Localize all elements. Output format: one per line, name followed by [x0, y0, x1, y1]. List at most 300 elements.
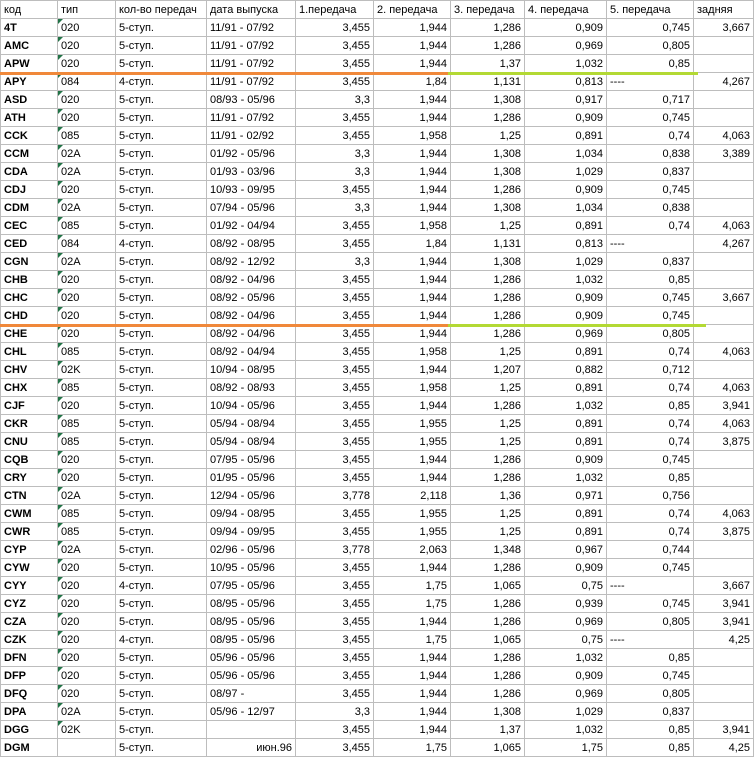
cell-gear-1[interactable]: 3,455 [296, 721, 374, 739]
cell-reverse[interactable] [694, 703, 754, 721]
cell-gear-2[interactable]: 1,84 [374, 73, 451, 91]
cell-gear-4[interactable]: 0,813 [525, 235, 607, 253]
cell-gear-2[interactable]: 1,944 [374, 109, 451, 127]
cell-gear-5[interactable]: ---- [607, 235, 694, 253]
cell-gear-2[interactable]: 1,944 [374, 613, 451, 631]
cell-gear-4[interactable]: 0,909 [525, 19, 607, 37]
cell-gear-3[interactable]: 1,25 [451, 433, 525, 451]
cell-gear-2[interactable]: 1,955 [374, 415, 451, 433]
cell-gear-count[interactable]: 5-ступ. [116, 307, 207, 325]
cell-reverse[interactable] [694, 649, 754, 667]
cell-release-date[interactable]: 05/94 - 08/94 [207, 433, 296, 451]
cell-gear-count[interactable]: 5-ступ. [116, 523, 207, 541]
cell-gear-4[interactable]: 0,909 [525, 451, 607, 469]
cell-gear-5[interactable]: 0,745 [607, 19, 694, 37]
cell-gear-5[interactable]: 0,745 [607, 451, 694, 469]
cell-type[interactable]: 020 [58, 109, 116, 127]
cell-code[interactable]: DGM [1, 739, 58, 757]
cell-reverse[interactable] [694, 199, 754, 217]
cell-gear-1[interactable]: 3,3 [296, 199, 374, 217]
cell-release-date[interactable]: 10/94 - 08/95 [207, 361, 296, 379]
cell-gear-1[interactable]: 3,3 [296, 145, 374, 163]
cell-code[interactable]: CWR [1, 523, 58, 541]
cell-release-date[interactable]: 08/95 - 05/96 [207, 631, 296, 649]
cell-reverse[interactable]: 3,875 [694, 523, 754, 541]
cell-code[interactable]: DFQ [1, 685, 58, 703]
cell-type[interactable]: 02A [58, 163, 116, 181]
cell-gear-3[interactable]: 1,25 [451, 127, 525, 145]
cell-gear-1[interactable]: 3,455 [296, 235, 374, 253]
cell-code[interactable]: CHX [1, 379, 58, 397]
cell-code[interactable]: CTN [1, 487, 58, 505]
cell-gear-1[interactable]: 3,455 [296, 505, 374, 523]
cell-type[interactable]: 02A [58, 541, 116, 559]
cell-code[interactable]: CWM [1, 505, 58, 523]
cell-release-date[interactable]: 10/94 - 05/96 [207, 397, 296, 415]
cell-reverse[interactable] [694, 37, 754, 55]
cell-gear-1[interactable]: 3,455 [296, 451, 374, 469]
cell-type[interactable]: 020 [58, 559, 116, 577]
cell-gear-4[interactable]: 0,971 [525, 487, 607, 505]
cell-gear-5[interactable]: 0,85 [607, 469, 694, 487]
cell-gear-count[interactable]: 5-ступ. [116, 487, 207, 505]
cell-release-date[interactable]: 01/92 - 05/96 [207, 145, 296, 163]
cell-gear-2[interactable]: 1,944 [374, 19, 451, 37]
cell-reverse[interactable]: 3,941 [694, 595, 754, 613]
cell-code[interactable]: CYZ [1, 595, 58, 613]
cell-gear-1[interactable]: 3,455 [296, 739, 374, 757]
cell-reverse[interactable]: 4,063 [694, 379, 754, 397]
cell-gear-4[interactable]: 0,891 [525, 415, 607, 433]
cell-gear-4[interactable]: 1,029 [525, 163, 607, 181]
cell-reverse[interactable] [694, 163, 754, 181]
cell-code[interactable]: ASD [1, 91, 58, 109]
cell-reverse[interactable]: 4,063 [694, 415, 754, 433]
cell-gear-1[interactable]: 3,455 [296, 19, 374, 37]
cell-type[interactable]: 020 [58, 19, 116, 37]
cell-reverse[interactable]: 3,667 [694, 289, 754, 307]
cell-reverse[interactable]: 3,941 [694, 721, 754, 739]
cell-gear-4[interactable]: 0,909 [525, 289, 607, 307]
cell-reverse[interactable] [694, 271, 754, 289]
cell-gear-1[interactable]: 3,455 [296, 649, 374, 667]
cell-gear-count[interactable]: 4-ступ. [116, 235, 207, 253]
cell-type[interactable]: 020 [58, 271, 116, 289]
cell-type[interactable]: 02A [58, 487, 116, 505]
cell-gear-4[interactable]: 1,034 [525, 199, 607, 217]
cell-code[interactable]: AMC [1, 37, 58, 55]
cell-gear-3[interactable]: 1,308 [451, 91, 525, 109]
cell-type[interactable]: 085 [58, 379, 116, 397]
cell-gear-count[interactable]: 5-ступ. [116, 109, 207, 127]
cell-gear-5[interactable]: 0,85 [607, 397, 694, 415]
cell-release-date[interactable]: 11/91 - 07/92 [207, 73, 296, 91]
cell-gear-2[interactable]: 1,944 [374, 649, 451, 667]
header-gear-1[interactable]: 1.передача [296, 1, 374, 19]
cell-gear-4[interactable]: 0,891 [525, 433, 607, 451]
cell-reverse[interactable]: 3,941 [694, 397, 754, 415]
cell-gear-5[interactable]: 0,74 [607, 433, 694, 451]
cell-gear-4[interactable]: 1,034 [525, 145, 607, 163]
cell-gear-4[interactable]: 0,75 [525, 577, 607, 595]
cell-type[interactable]: 020 [58, 91, 116, 109]
cell-release-date[interactable]: июн.96 [207, 739, 296, 757]
header-code[interactable]: код [1, 1, 58, 19]
cell-code[interactable]: CNU [1, 433, 58, 451]
cell-gear-1[interactable]: 3,3 [296, 91, 374, 109]
cell-type[interactable]: 020 [58, 451, 116, 469]
cell-gear-2[interactable]: 1,944 [374, 469, 451, 487]
cell-gear-2[interactable]: 1,944 [374, 307, 451, 325]
cell-gear-2[interactable]: 1,944 [374, 163, 451, 181]
cell-gear-5[interactable]: 0,74 [607, 127, 694, 145]
cell-gear-4[interactable]: 0,891 [525, 343, 607, 361]
cell-gear-3[interactable]: 1,286 [451, 19, 525, 37]
cell-gear-5[interactable]: 0,745 [607, 289, 694, 307]
cell-gear-4[interactable]: 1,032 [525, 469, 607, 487]
cell-gear-4[interactable]: 1,032 [525, 397, 607, 415]
cell-reverse[interactable] [694, 685, 754, 703]
cell-reverse[interactable] [694, 487, 754, 505]
cell-gear-2[interactable]: 1,944 [374, 361, 451, 379]
cell-gear-count[interactable]: 4-ступ. [116, 73, 207, 91]
cell-gear-2[interactable]: 1,944 [374, 685, 451, 703]
cell-reverse[interactable] [694, 181, 754, 199]
cell-release-date[interactable]: 08/92 - 04/96 [207, 325, 296, 343]
cell-gear-count[interactable]: 5-ступ. [116, 361, 207, 379]
cell-gear-4[interactable]: 0,882 [525, 361, 607, 379]
cell-gear-3[interactable]: 1,286 [451, 469, 525, 487]
cell-gear-2[interactable]: 2,118 [374, 487, 451, 505]
cell-gear-1[interactable]: 3,455 [296, 271, 374, 289]
cell-gear-1[interactable]: 3,778 [296, 487, 374, 505]
header-gear-4[interactable]: 4. передача [525, 1, 607, 19]
cell-gear-3[interactable]: 1,065 [451, 577, 525, 595]
cell-code[interactable]: CHD [1, 307, 58, 325]
cell-gear-2[interactable]: 1,944 [374, 181, 451, 199]
cell-gear-2[interactable]: 1,958 [374, 379, 451, 397]
cell-gear-1[interactable]: 3,455 [296, 379, 374, 397]
cell-gear-count[interactable]: 5-ступ. [116, 703, 207, 721]
cell-gear-3[interactable]: 1,065 [451, 739, 525, 757]
cell-code[interactable]: CYY [1, 577, 58, 595]
cell-gear-1[interactable]: 3,455 [296, 361, 374, 379]
cell-type[interactable]: 020 [58, 577, 116, 595]
cell-release-date[interactable]: 08/92 - 08/95 [207, 235, 296, 253]
cell-gear-4[interactable]: 1,029 [525, 253, 607, 271]
cell-reverse[interactable]: 4,267 [694, 235, 754, 253]
header-gear-count[interactable]: кол-во передач [116, 1, 207, 19]
cell-gear-5[interactable]: 0,745 [607, 307, 694, 325]
cell-gear-3[interactable]: 1,207 [451, 361, 525, 379]
cell-gear-1[interactable]: 3,455 [296, 325, 374, 343]
cell-gear-1[interactable]: 3,778 [296, 541, 374, 559]
cell-gear-4[interactable]: 0,891 [525, 127, 607, 145]
cell-gear-count[interactable]: 5-ступ. [116, 451, 207, 469]
cell-gear-4[interactable]: 1,029 [525, 703, 607, 721]
cell-code[interactable]: CJF [1, 397, 58, 415]
cell-gear-2[interactable]: 1,958 [374, 217, 451, 235]
cell-type[interactable]: 020 [58, 649, 116, 667]
cell-gear-5[interactable]: 0,85 [607, 739, 694, 757]
cell-gear-4[interactable]: 0,891 [525, 217, 607, 235]
cell-type[interactable]: 020 [58, 181, 116, 199]
cell-gear-4[interactable]: 0,909 [525, 109, 607, 127]
cell-code[interactable]: DGG [1, 721, 58, 739]
cell-release-date[interactable]: 01/92 - 04/94 [207, 217, 296, 235]
cell-reverse[interactable]: 4,063 [694, 127, 754, 145]
cell-gear-1[interactable]: 3,455 [296, 577, 374, 595]
cell-code[interactable]: CHE [1, 325, 58, 343]
cell-type[interactable]: 02A [58, 253, 116, 271]
cell-gear-1[interactable]: 3,455 [296, 217, 374, 235]
cell-type[interactable]: 020 [58, 469, 116, 487]
cell-gear-count[interactable]: 5-ступ. [116, 145, 207, 163]
cell-gear-3[interactable]: 1,286 [451, 685, 525, 703]
cell-code[interactable]: CKR [1, 415, 58, 433]
cell-gear-3[interactable]: 1,286 [451, 271, 525, 289]
cell-code[interactable]: 4T [1, 19, 58, 37]
cell-gear-4[interactable]: 1,032 [525, 649, 607, 667]
cell-release-date[interactable]: 08/95 - 05/96 [207, 613, 296, 631]
cell-gear-5[interactable]: 0,837 [607, 253, 694, 271]
cell-gear-1[interactable]: 3,455 [296, 469, 374, 487]
cell-release-date[interactable]: 10/93 - 09/95 [207, 181, 296, 199]
cell-gear-5[interactable]: 0,805 [607, 37, 694, 55]
cell-code[interactable]: CCM [1, 145, 58, 163]
cell-gear-3[interactable]: 1,286 [451, 559, 525, 577]
cell-code[interactable]: CCK [1, 127, 58, 145]
cell-gear-5[interactable]: 0,717 [607, 91, 694, 109]
cell-type[interactable]: 020 [58, 685, 116, 703]
cell-reverse[interactable]: 4,063 [694, 343, 754, 361]
cell-release-date[interactable]: 07/94 - 05/96 [207, 199, 296, 217]
header-release-date[interactable]: дата выпуска [207, 1, 296, 19]
cell-type[interactable]: 085 [58, 343, 116, 361]
cell-release-date[interactable]: 07/95 - 05/96 [207, 577, 296, 595]
cell-release-date[interactable]: 05/96 - 05/96 [207, 667, 296, 685]
cell-gear-5[interactable]: 0,712 [607, 361, 694, 379]
cell-code[interactable]: DPA [1, 703, 58, 721]
cell-code[interactable]: CHC [1, 289, 58, 307]
cell-gear-1[interactable]: 3,455 [296, 109, 374, 127]
cell-gear-5[interactable]: 0,74 [607, 217, 694, 235]
cell-gear-5[interactable]: 0,745 [607, 667, 694, 685]
cell-gear-3[interactable]: 1,131 [451, 235, 525, 253]
cell-gear-1[interactable]: 3,455 [296, 559, 374, 577]
cell-gear-1[interactable]: 3,455 [296, 307, 374, 325]
cell-reverse[interactable]: 3,389 [694, 145, 754, 163]
cell-gear-1[interactable]: 3,455 [296, 343, 374, 361]
cell-code[interactable]: APW [1, 55, 58, 73]
cell-gear-3[interactable]: 1,286 [451, 37, 525, 55]
cell-gear-2[interactable]: 1,944 [374, 451, 451, 469]
cell-gear-2[interactable]: 1,944 [374, 271, 451, 289]
cell-gear-count[interactable]: 5-ступ. [116, 127, 207, 145]
cell-gear-2[interactable]: 1,944 [374, 289, 451, 307]
cell-gear-5[interactable]: 0,838 [607, 199, 694, 217]
cell-type[interactable]: 085 [58, 217, 116, 235]
cell-reverse[interactable] [694, 91, 754, 109]
cell-gear-1[interactable]: 3,455 [296, 397, 374, 415]
cell-gear-count[interactable]: 5-ступ. [116, 415, 207, 433]
cell-reverse[interactable]: 4,063 [694, 505, 754, 523]
cell-gear-5[interactable]: 0,756 [607, 487, 694, 505]
cell-gear-2[interactable]: 1,944 [374, 721, 451, 739]
cell-reverse[interactable] [694, 667, 754, 685]
cell-gear-count[interactable]: 5-ступ. [116, 505, 207, 523]
cell-gear-5[interactable]: ---- [607, 577, 694, 595]
cell-reverse[interactable] [694, 307, 754, 325]
cell-reverse[interactable] [694, 325, 754, 343]
cell-gear-5[interactable]: 0,74 [607, 343, 694, 361]
cell-gear-2[interactable]: 1,75 [374, 739, 451, 757]
cell-gear-1[interactable]: 3,455 [296, 55, 374, 73]
cell-release-date[interactable]: 02/96 - 05/96 [207, 541, 296, 559]
cell-gear-4[interactable]: 0,917 [525, 91, 607, 109]
cell-release-date[interactable]: 08/97 - [207, 685, 296, 703]
cell-gear-3[interactable]: 1,286 [451, 325, 525, 343]
cell-gear-5[interactable]: 0,837 [607, 163, 694, 181]
cell-gear-4[interactable]: 0,969 [525, 37, 607, 55]
cell-gear-4[interactable]: 0,909 [525, 559, 607, 577]
cell-gear-5[interactable]: 0,85 [607, 271, 694, 289]
cell-gear-count[interactable]: 5-ступ. [116, 289, 207, 307]
header-type[interactable]: тип [58, 1, 116, 19]
cell-code[interactable]: CDJ [1, 181, 58, 199]
cell-reverse[interactable]: 4,267 [694, 73, 754, 91]
cell-gear-5[interactable]: ---- [607, 631, 694, 649]
cell-code[interactable]: CHB [1, 271, 58, 289]
cell-gear-1[interactable]: 3,455 [296, 127, 374, 145]
cell-gear-5[interactable]: 0,745 [607, 109, 694, 127]
cell-release-date[interactable]: 09/94 - 08/95 [207, 505, 296, 523]
cell-gear-3[interactable]: 1,25 [451, 523, 525, 541]
cell-gear-5[interactable]: 0,837 [607, 703, 694, 721]
cell-gear-5[interactable]: 0,805 [607, 325, 694, 343]
cell-gear-4[interactable]: 1,032 [525, 271, 607, 289]
cell-code[interactable]: CHV [1, 361, 58, 379]
cell-gear-count[interactable]: 5-ступ. [116, 541, 207, 559]
cell-gear-4[interactable]: 0,891 [525, 523, 607, 541]
cell-gear-count[interactable]: 5-ступ. [116, 217, 207, 235]
cell-gear-5[interactable]: 0,805 [607, 613, 694, 631]
cell-gear-3[interactable]: 1,286 [451, 109, 525, 127]
cell-release-date[interactable]: 01/95 - 05/96 [207, 469, 296, 487]
cell-code[interactable]: CYW [1, 559, 58, 577]
cell-code[interactable]: APY [1, 73, 58, 91]
cell-gear-count[interactable]: 5-ступ. [116, 379, 207, 397]
cell-gear-3[interactable]: 1,286 [451, 649, 525, 667]
cell-gear-1[interactable]: 3,455 [296, 289, 374, 307]
cell-gear-2[interactable]: 1,75 [374, 577, 451, 595]
cell-gear-count[interactable]: 5-ступ. [116, 433, 207, 451]
cell-gear-3[interactable]: 1,308 [451, 163, 525, 181]
cell-gear-3[interactable]: 1,308 [451, 145, 525, 163]
cell-gear-5[interactable]: 0,85 [607, 649, 694, 667]
cell-release-date[interactable] [207, 721, 296, 739]
cell-code[interactable]: DFP [1, 667, 58, 685]
cell-type[interactable]: 02K [58, 361, 116, 379]
cell-type[interactable]: 085 [58, 127, 116, 145]
cell-reverse[interactable] [694, 541, 754, 559]
cell-gear-1[interactable]: 3,455 [296, 523, 374, 541]
cell-release-date[interactable]: 11/91 - 07/92 [207, 37, 296, 55]
cell-release-date[interactable]: 12/94 - 05/96 [207, 487, 296, 505]
cell-gear-1[interactable]: 3,3 [296, 703, 374, 721]
cell-gear-3[interactable]: 1,25 [451, 505, 525, 523]
cell-gear-4[interactable]: 0,969 [525, 685, 607, 703]
cell-gear-4[interactable]: 0,891 [525, 505, 607, 523]
cell-gear-count[interactable]: 5-ступ. [116, 325, 207, 343]
cell-gear-2[interactable]: 1,944 [374, 559, 451, 577]
cell-reverse[interactable] [694, 109, 754, 127]
cell-gear-3[interactable]: 1,308 [451, 253, 525, 271]
cell-type[interactable]: 020 [58, 613, 116, 631]
cell-release-date[interactable]: 07/95 - 05/96 [207, 451, 296, 469]
cell-gear-5[interactable]: 0,805 [607, 685, 694, 703]
cell-type[interactable]: 020 [58, 595, 116, 613]
cell-release-date[interactable]: 05/96 - 05/96 [207, 649, 296, 667]
cell-reverse[interactable]: 3,875 [694, 433, 754, 451]
cell-gear-4[interactable]: 0,939 [525, 595, 607, 613]
cell-type[interactable]: 02K [58, 721, 116, 739]
cell-type[interactable]: 02A [58, 145, 116, 163]
cell-gear-5[interactable]: ---- [607, 73, 694, 91]
cell-gear-2[interactable]: 1,958 [374, 127, 451, 145]
cell-gear-2[interactable]: 1,944 [374, 145, 451, 163]
cell-gear-count[interactable]: 5-ступ. [116, 19, 207, 37]
cell-type[interactable]: 085 [58, 415, 116, 433]
cell-gear-count[interactable]: 5-ступ. [116, 199, 207, 217]
cell-gear-2[interactable]: 1,944 [374, 703, 451, 721]
cell-release-date[interactable]: 01/93 - 03/96 [207, 163, 296, 181]
cell-gear-5[interactable]: 0,745 [607, 559, 694, 577]
cell-gear-4[interactable]: 0,813 [525, 73, 607, 91]
cell-gear-3[interactable]: 1,308 [451, 199, 525, 217]
cell-code[interactable]: CRY [1, 469, 58, 487]
cell-gear-3[interactable]: 1,25 [451, 343, 525, 361]
cell-gear-3[interactable]: 1,25 [451, 415, 525, 433]
cell-gear-5[interactable]: 0,74 [607, 523, 694, 541]
cell-gear-count[interactable]: 5-ступ. [116, 685, 207, 703]
cell-gear-count[interactable]: 5-ступ. [116, 181, 207, 199]
cell-gear-count[interactable]: 5-ступ. [116, 91, 207, 109]
cell-reverse[interactable] [694, 559, 754, 577]
cell-gear-count[interactable]: 5-ступ. [116, 559, 207, 577]
cell-gear-count[interactable]: 5-ступ. [116, 55, 207, 73]
cell-release-date[interactable]: 11/91 - 02/92 [207, 127, 296, 145]
cell-gear-3[interactable]: 1,131 [451, 73, 525, 91]
cell-type[interactable]: 020 [58, 325, 116, 343]
cell-code[interactable]: CDA [1, 163, 58, 181]
cell-reverse[interactable]: 4,25 [694, 631, 754, 649]
cell-gear-1[interactable]: 3,455 [296, 595, 374, 613]
cell-gear-2[interactable]: 1,944 [374, 37, 451, 55]
cell-gear-1[interactable]: 3,455 [296, 667, 374, 685]
cell-gear-5[interactable]: 0,74 [607, 415, 694, 433]
cell-release-date[interactable]: 05/96 - 12/97 [207, 703, 296, 721]
cell-gear-count[interactable]: 5-ступ. [116, 397, 207, 415]
cell-code[interactable]: CHL [1, 343, 58, 361]
cell-gear-1[interactable]: 3,455 [296, 613, 374, 631]
cell-type[interactable]: 085 [58, 523, 116, 541]
cell-code[interactable]: DFN [1, 649, 58, 667]
cell-gear-5[interactable]: 0,745 [607, 595, 694, 613]
cell-release-date[interactable]: 09/94 - 09/95 [207, 523, 296, 541]
cell-gear-2[interactable]: 1,944 [374, 397, 451, 415]
cell-type[interactable]: 020 [58, 37, 116, 55]
